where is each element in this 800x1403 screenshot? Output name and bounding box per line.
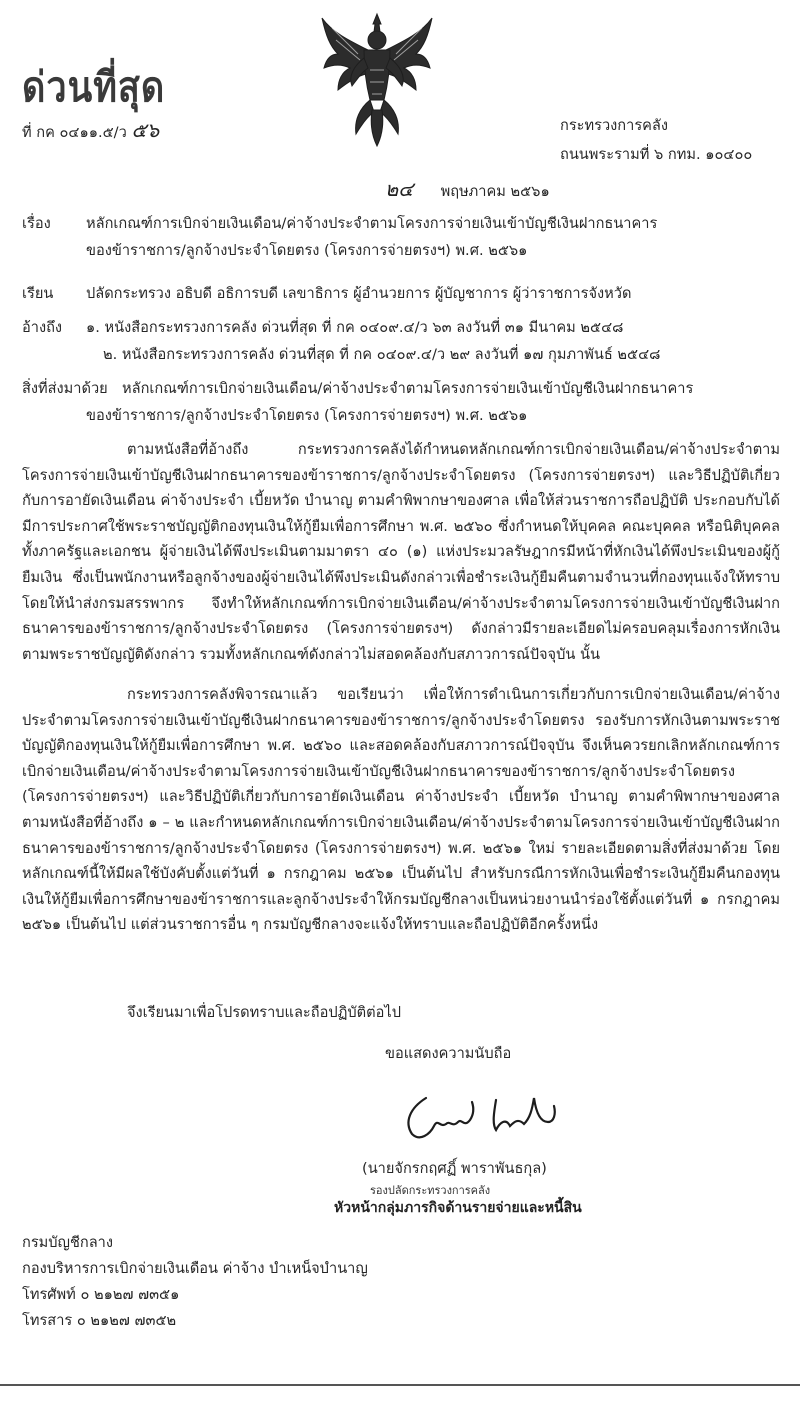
body-paragraph-2: กระทรวงการคลังพิจารณาแล้ว ขอเรียนว่า เพื่อให้การดำเนินการเกี่ยวกับการเบิกจ่ายเงินเดือน/ค่าจ้างประจำตามโครงการจ่ายเงินเข้าบัญชีเงินฝากธนาคารของข้าราชการ/ลูกจ้างประจำโดยตรง รองรับการหักเงินตามพระราชบัญญัติกองทุนเงินให้กู้ยืมเพื่อการศึกษา พ.ศ. ๒๕๖๐ และสอดคล้องกับสภาวการณ์ปัจจุบัน จึงเห็นควรยกเลิกหลักเกณฑ์การเบิกจ่ายเงินเดือน/ค่าจ้างประจำตามโครงการจ่ายเงินเข้าบัญชีเงินฝากธนาคารของข้าราชการ/ลูกจ้างประจำโดยตรง (โครงการจ่ายตรงฯ) และวิธีปฏิบัติเกี่ยวกับการอายัดเงินเดือน ค่าจ้างประจำ เบี้ยหวัด บำนาญ ตามคำพิพากษาของศาล ตามหนังสือที่อ้างถึง ๑ – ๒ และกำหนดหลักเกณฑ์การเบิกจ่ายเงินเดือน/ค่าจ้างประจำตามโครงการจ่ายเงินเข้าบัญชีเงินฝากธนาคารของข้าราชการ/ลูกจ้างประจำโดยตรง (โครงการจ่ายตรงฯ) พ.ศ. ๒๕๖๑ ใหม่ รายละเอียดตามสิ่งที่ส่งมาด้วย โดยหลักเกณฑ์นี้ให้มีผลใช้บังคับตั้งแต่วันที่ ๑ กรกฎาคม ๒๕๖๑ เป็นต้นไป สำหรับกรณีการหักเงินเพื่อชำระเงินกู้ยืมคืนกองทุนเงินให้กู้ยืมเพื่อการศึกษาของข้าราชการและลูกจ้างประจำให้กรมบัญชีกลางเป็นหน่วยงานนำร่องใช้ตั้งแต่วันที่ ๑ กรกฎาคม ๒๕๖๑ เป็นต้นไป แต่ส่วนราชการอื่น ๆ กรมบัญชีกลางจะแจ้งให้ทราบและถือปฏิบัติอีกครั้งหนึ่ง (22, 686, 780, 934)
footer-fax: โทรสาร ๐ ๒๑๒๗ ๗๓๕๒ (22, 1312, 177, 1329)
valediction: ขอแสดงความนับถือ (385, 1045, 512, 1062)
reference-item-1: ๑. หนังสือกระทรวงการคลัง ด่วนที่สุด ที่ กค ๐๔๐๙.๔/ว ๖๓ ลงวันที่ ๓๑ มีนาคม ๒๕๔๘ (86, 319, 624, 336)
urgency-stamp: ด่วนที่สุด (22, 63, 166, 112)
body-paragraph-1: ตามหนังสือที่อ้างถึง กระทรวงการคลังได้กำหนดหลักเกณฑ์การเบิกจ่ายเงินเดือน/ค่าจ้างประจำตามโครงการจ่ายเงินเข้าบัญชีเงินฝากธนาคารของข้าราชการ/ลูกจ้างประจำโดยตรง (โครงการจ่ายตรงฯ) และวิธีปฏิบัติเกี่ยวกับการอายัดเงินเดือน ค่าจ้างประจำ เบี้ยหวัด บำนาญ ตามคำพิพากษาของศาล เพื่อให้ส่วนราชการถือปฏิบัติ ประกอบกับได้มีการประกาศใช้พระราชบัญญัติกองทุนเงินให้กู้ยืมเพื่อการศึกษา พ.ศ. ๒๕๖๐ ซึ่งกำหนดให้บุคคล คณะบุคคล หรือนิติบุคคลทั้งภาครัฐและเอกชน ผู้จ่ายเงินได้พึงประเมินตามมาตรา ๔๐ (๑) แห่งประมวลรัษฎากรมีหน้าที่หักเงินได้พึงประเมินของผู้กู้ยืมเงิน ซึ่งเป็นพนักงานหรือลูกจ้างของผู้จ่ายเงินได้พึงประเมินดังกล่าวเพื่อชำระเงินกู้ยืมคืนตามจำนวนที่กองทุนแจ้งให้ทราบ โดยให้นำส่งกรมสรรพากร จึงทำให้หลักเกณฑ์การเบิกจ่ายเงินเดือน/ค่าจ้างประจำตามโครงการจ่ายเงินเข้าบัญชีเงินฝากธนาคารของข้าราชการ/ลูกจ้างประจำโดยตรง (โครงการจ่ายตรงฯ) ดังกล่าวมีรายละเอียดไม่ครอบคลุมเรื่องการหักเงินตามพระราชบัญญัติดังกล่าว รวมทั้งหลักเกณฑ์ดังกล่าวไม่สอดคล้องกับสภาวการณ์ปัจจุบัน นั้น (22, 441, 780, 663)
document-number (22, 118, 159, 145)
enclosure-label: สิ่งที่ส่งมาด้วย (22, 380, 108, 397)
ministry-address: ถนนพระรามที่ ๖ กทม. ๑๐๔๐๐ (560, 146, 753, 163)
document-number-label: ที่ กค ๐๔๑๑.๕/ว (22, 124, 127, 141)
footer-division: กองบริหารการเบิกจ่ายเงินเดือน ค่าจ้าง บำเหน็จบำนาญ (22, 1260, 368, 1277)
bottom-divider (0, 1384, 800, 1386)
references-label: อ้างถึง (22, 319, 63, 336)
closing-line: จึงเรียนมาเพื่อโปรดทราบและถือปฏิบัติต่อไป (127, 1004, 401, 1021)
garuda-emblem-icon (318, 10, 436, 150)
ministry-name: กระทรวงการคลัง (560, 117, 668, 134)
footer-department: กรมบัญชีกลาง (22, 1234, 113, 1251)
document-number-handwritten: ๕๖ (131, 118, 160, 142)
subject-line-1: หลักเกณฑ์การเบิกจ่ายเงินเดือน/ค่าจ้างประจำตามโครงการจ่ายเงินเข้าบัญชีเงินฝากธนาคาร (86, 215, 658, 232)
date-day-handwritten: ๒๔ (385, 177, 414, 201)
reference-item-2: ๒. หนังสือกระทรวงการคลัง ด่วนที่สุด ที่ กค ๐๔๐๙.๔/ว ๒๙ ลงวันที่ ๑๗ กุมภาพันธ์ ๒๕๔๘ (103, 346, 661, 363)
enclosure-line-2: ของข้าราชการ/ลูกจ้างประจำโดยตรง (โครงการจ่ายตรงฯ) พ.ศ. ๒๕๖๑ (86, 407, 528, 424)
enclosure-line-1: หลักเกณฑ์การเบิกจ่ายเงินเดือน/ค่าจ้างประจำตามโครงการจ่ายเงินเข้าบัญชีเงินฝากธนาคาร (122, 380, 694, 397)
subject-label: เรื่อง (22, 215, 51, 232)
recipients: ปลัดกระทรวง อธิบดี อธิการบดี เลขาธิการ ผู้อำนวยการ ผู้บัญชาการ ผู้ว่าราชการจังหวัด (86, 285, 632, 302)
document-date (385, 177, 550, 204)
subject-line-2: ของข้าราชการ/ลูกจ้างประจำโดยตรง (โครงการจ่ายตรงฯ) พ.ศ. ๒๕๖๑ (86, 242, 528, 259)
signatory-position-1: รองปลัดกระทรวงการคลัง (370, 1184, 491, 1197)
footer-phone: โทรศัพท์ ๐ ๒๑๒๗ ๗๓๕๑ (22, 1286, 180, 1303)
signatory-name: (นายจักรกฤศฏิ์ พาราพันธกุล) (362, 1160, 547, 1177)
salutation-label: เรียน (22, 285, 54, 302)
date-month-year: พฤษภาคม ๒๕๖๑ (440, 183, 550, 200)
signatory-position-2: หัวหน้ากลุ่มภารกิจด้านรายจ่ายและหนี้สิน (334, 1200, 582, 1216)
handwritten-signature (390, 1078, 590, 1150)
